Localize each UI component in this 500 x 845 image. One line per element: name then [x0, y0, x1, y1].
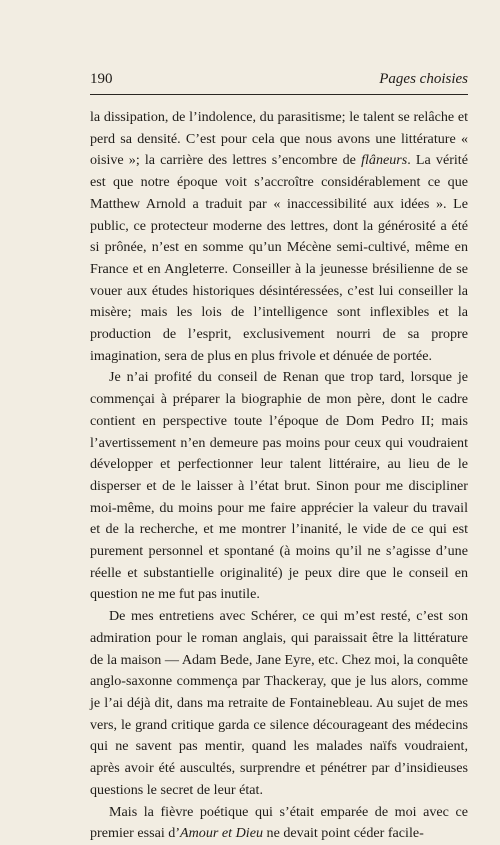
body-text [90, 107, 468, 845]
text-segment: la dissipation, de l’indolence, du parasitisme; le talent se relâche et perd sa densité. C’est pour cela que nous avons une littérature « oisive »; la carrière des lettres s’encombre de [90, 109, 468, 169]
italic-term: flâneurs [361, 152, 408, 169]
text-segment: ne devait point céder facile- [263, 825, 424, 842]
paragraph-3 [90, 606, 468, 801]
page-number: 190 [90, 71, 113, 87]
text-segment: De mes entretiens avec Schérer, ce qui m’est resté, c’est son admiration pour le roman anglais, qui paraissait être la littérature de la maison — Adam Bede, Jane Eyre, etc. Chez moi, la conquête anglo-saxonne commença par Thackeray, que je lus alors, comme je l’ai déjà dit, dans ma retraite de Fontainebleau. Au sujet de mes vers, le grand critique garda ce silence décourageant des médecins qui ne savent pas mentir, quand les malades naïfs voudraient, après avoir été auscultés, surprendre et pénétrer par d’insidieuses questions le secret de leur état. [90, 608, 468, 798]
paragraph-4 [90, 802, 468, 845]
paragraph-1 [90, 107, 468, 367]
running-title: Pages choisies [379, 71, 468, 87]
text-segment: Mais la fièvre poétique qui s’était emparée de moi avec ce premier essai d’ [90, 803, 468, 842]
italic-title: Amour et Dieu [180, 825, 263, 842]
paragraph-2 [90, 367, 468, 606]
text-segment: . La vérité est que notre époque voit s’accroître considérablement ce que Matthew Arnold a traduit par « inaccessibilité aux idées ». Le public, ce protecteur moderne des lettres, dont la générosité a été si prônée, n’est en somme qu’un Mécène semi-cultivé, même en France et en Angleterre. Conseiller à la jeunesse brésilienne de se vouer aux études historiques désintéressées, c’est lui conseiller la misère; mais les lois de l’intelligence sont inflexibles et la production de l’esprit, exclusivement nourri de sa propre imagination, sera de plus en plus frivole et dénuée de portée. [90, 152, 468, 364]
text-segment: Je n’ai profité du conseil de Renan que trop tard, lorsque je commençai à préparer la biographie de mon père, dont le cadre contient en perspective toute l’époque de Dom Pedro II; mais l’avertissement n’en demeure pas moins pour ceux qui voudraient développer et perfectionner leur talent littéraire, au lieu de le disperser et de le laisser à l’état brut. Sinon pour me discipliner moi-même, du moins pour me faire apprécier la valeur du travail et de la recherche, et me montrer l’inanité, le vide de ce qui est purement personnel et spontané (à moins qu’il ne s’agisse d’une réelle et substantielle originalité) je peux dire que le conseil en question ne me fut pas inutile. [90, 369, 468, 603]
running-head [90, 70, 468, 95]
